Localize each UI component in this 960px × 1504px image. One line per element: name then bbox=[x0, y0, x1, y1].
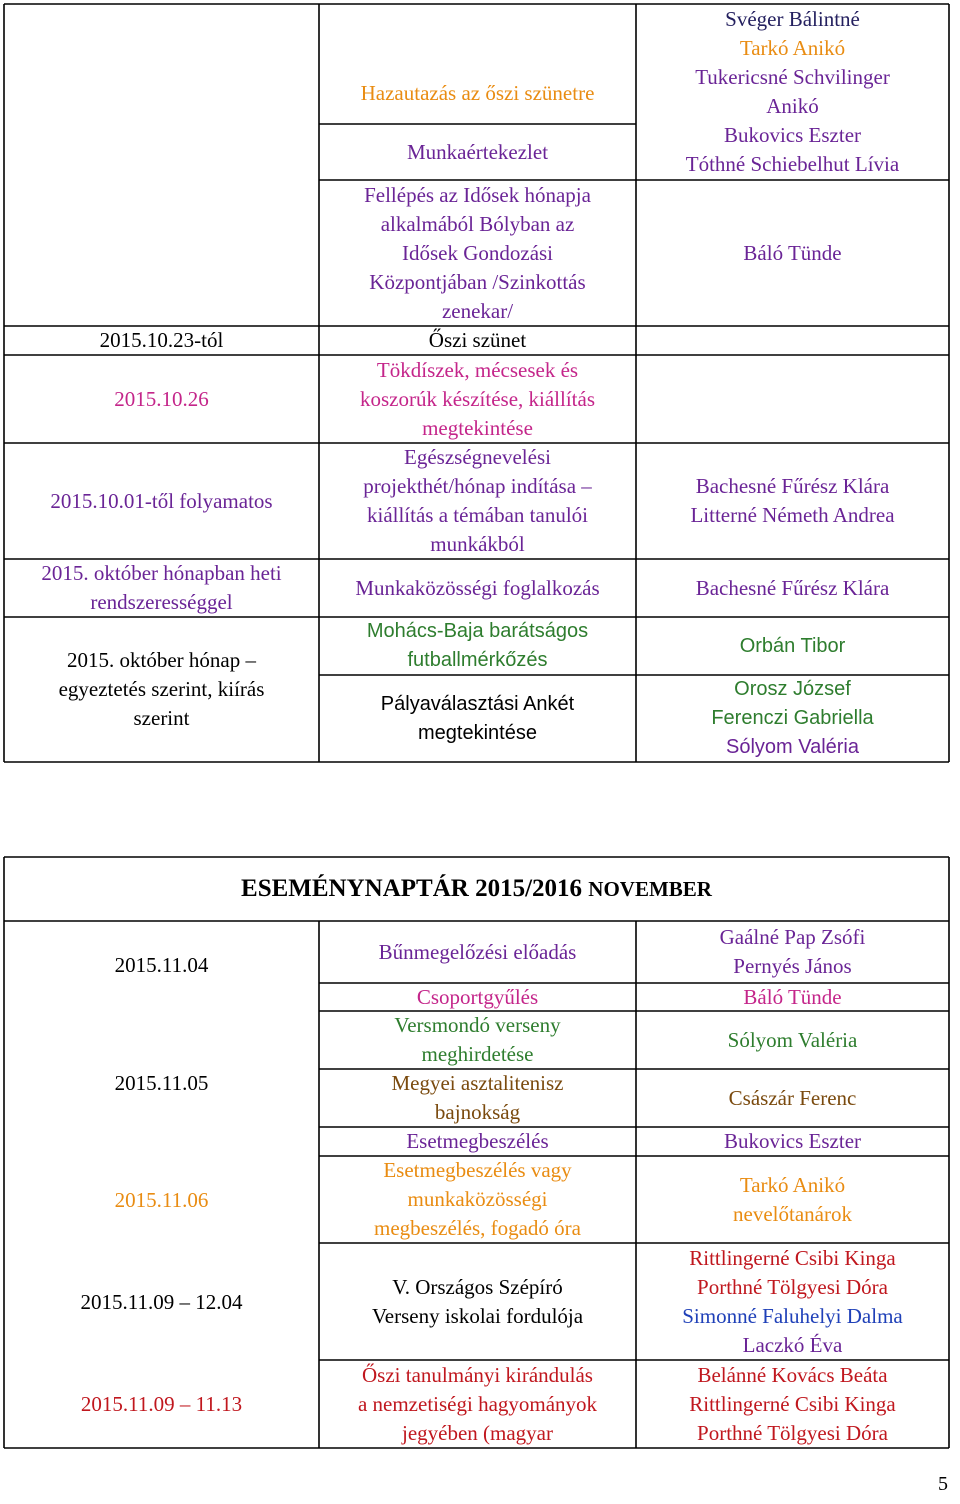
date-line: 2015.11.06 bbox=[114, 1187, 209, 1212]
person-cell bbox=[636, 1243, 949, 1360]
date-cell bbox=[4, 559, 319, 617]
person-line: Orosz József bbox=[734, 678, 851, 700]
date-line: 2015. október hónap – bbox=[67, 648, 256, 672]
person-cell bbox=[636, 1127, 949, 1156]
person-line: Porthné Tölgyesi Dóra bbox=[697, 1420, 888, 1445]
person-line: Sólyom Valéria bbox=[727, 1027, 858, 1052]
person-line: Orbán Tibor bbox=[739, 634, 846, 657]
table-title-month: NOVEMBER bbox=[588, 877, 712, 901]
event-line: Munkaközösségi foglalkozás bbox=[355, 575, 600, 600]
person-line: Pernyés János bbox=[733, 954, 852, 978]
event-cell bbox=[319, 443, 636, 559]
person-line: Anikó bbox=[766, 94, 819, 118]
event-line: Munkaértekezlet bbox=[406, 139, 549, 164]
event-line: jegyében (magyar bbox=[401, 1420, 553, 1445]
person-line: nevelőtanárok bbox=[733, 1201, 852, 1226]
event-cell bbox=[319, 1156, 636, 1243]
page-number: 5 bbox=[938, 1473, 948, 1495]
event-line: meghirdetése bbox=[421, 1042, 534, 1066]
event-cell bbox=[319, 1127, 636, 1156]
date-cell bbox=[4, 355, 319, 443]
event-line: koszorúk készítése, kiállítás bbox=[359, 386, 596, 411]
date-line: rendszerességgel bbox=[90, 590, 233, 614]
person-line: Báló Tünde bbox=[743, 240, 842, 265]
table-title-main: ESEMÉNYNAPTÁR 2015/2016 bbox=[241, 875, 583, 902]
event-line: alkalmából Bólyban az bbox=[380, 211, 575, 236]
event-line: V. Országos Szépíró bbox=[392, 1274, 563, 1299]
person-line: Tóthné Schiebelhut Lívia bbox=[685, 152, 900, 176]
event-cell bbox=[319, 355, 636, 443]
person-line: Bachesné Fűrész Klára bbox=[695, 575, 890, 600]
event-line: Egészségnevelési bbox=[404, 445, 551, 469]
date-cell bbox=[4, 1180, 319, 1220]
event-cell bbox=[319, 617, 636, 675]
person-cell bbox=[636, 4, 949, 180]
person-cell bbox=[636, 921, 949, 983]
date-cell bbox=[4, 617, 319, 762]
date-line: szerint bbox=[133, 706, 190, 730]
event-line: a nemzetiségi hagyományok bbox=[357, 1391, 598, 1416]
event-cell bbox=[319, 1011, 636, 1069]
event-line: Hazautazás az őszi szünetre bbox=[360, 80, 595, 105]
date-line: 2015.11.04 bbox=[114, 952, 209, 977]
person-line: Rittlingerné Csibi Kinga bbox=[689, 1245, 896, 1270]
person-cell bbox=[636, 1011, 949, 1069]
event-line: projekthét/hónap indítása – bbox=[363, 474, 592, 498]
person-line: Belánné Kovács Beáta bbox=[697, 1362, 888, 1387]
event-cell bbox=[319, 180, 636, 326]
person-cell bbox=[636, 443, 949, 559]
person-line: Simonné Faluhelyi Dalma bbox=[682, 1303, 903, 1328]
person-line: Svéger Bálintné bbox=[725, 7, 860, 31]
date-line: 2015.10.26 bbox=[114, 386, 209, 411]
event-line: Esetmegbeszélés vagy bbox=[383, 1158, 572, 1182]
event-line: munkákból bbox=[430, 532, 525, 556]
table-title-text bbox=[241, 874, 712, 904]
person-cell bbox=[636, 1156, 949, 1243]
person-line: Gaálné Pap Zsófi bbox=[719, 925, 866, 949]
date-line: 2015.11.05 bbox=[114, 1070, 209, 1095]
event-line: Központjában /Szinkottás bbox=[369, 269, 586, 294]
event-cell bbox=[319, 326, 636, 355]
event-cell bbox=[319, 124, 636, 180]
person-line: Rittlingerné Csibi Kinga bbox=[689, 1391, 896, 1416]
person-line: Bukovics Eszter bbox=[723, 123, 862, 147]
person-cell bbox=[636, 983, 949, 1011]
person-line: Bukovics Eszter bbox=[723, 1129, 862, 1153]
event-cell bbox=[319, 921, 636, 983]
event-line: Tökdíszek, mécsesek és bbox=[376, 357, 579, 382]
event-line: Verseny iskolai fordulója bbox=[371, 1303, 584, 1328]
event-line: megtekintése bbox=[422, 415, 533, 440]
person-line: Császár Ferenc bbox=[728, 1085, 857, 1110]
event-line: Esetmegbeszélés bbox=[406, 1129, 549, 1153]
event-line: zenekar/ bbox=[441, 298, 514, 323]
person-line: Sólyom Valéria bbox=[725, 736, 860, 758]
date-cell bbox=[4, 945, 319, 985]
person-cell bbox=[636, 1069, 949, 1127]
date-line: 2015.11.09 – 12.04 bbox=[80, 1289, 243, 1314]
person-cell bbox=[636, 180, 949, 326]
event-line: Őszi tanulmányi kirándulás bbox=[362, 1362, 593, 1387]
person-cell bbox=[636, 1360, 949, 1448]
event-line: Megyei asztalitenisz bbox=[391, 1071, 564, 1095]
person-line: Bachesné Fűrész Klára bbox=[695, 474, 890, 498]
event-line: Bűnmegelőzési előadás bbox=[378, 939, 577, 964]
date-cell bbox=[4, 326, 319, 355]
event-cell bbox=[319, 983, 636, 1011]
date-line: 2015. október hónapban heti bbox=[41, 561, 282, 585]
person-cell bbox=[636, 675, 949, 762]
date-cell bbox=[4, 1063, 319, 1103]
date-cell bbox=[4, 1282, 319, 1322]
event-line: megtekintése bbox=[418, 721, 537, 744]
event-line: Pályaválasztási Ankét bbox=[380, 692, 575, 715]
event-line: Idősek Gondozási bbox=[401, 240, 554, 265]
person-line: Litterné Németh Andrea bbox=[690, 503, 895, 527]
person-line: Porthné Tölgyesi Dóra bbox=[697, 1274, 888, 1299]
event-line: megbeszélés, fogadó óra bbox=[374, 1216, 581, 1240]
person-line: Tukericsné Schvilinger bbox=[695, 65, 890, 89]
event-cell bbox=[319, 1360, 636, 1448]
person-line: Laczkó Éva bbox=[742, 1332, 843, 1357]
person-line: Tarkó Anikó bbox=[739, 1172, 846, 1197]
event-cell bbox=[319, 675, 636, 762]
person-line: Ferenczi Gabriella bbox=[711, 707, 874, 729]
event-line: Őszi szünet bbox=[428, 328, 527, 352]
person-cell bbox=[636, 559, 949, 617]
event-line: bajnokság bbox=[434, 1100, 521, 1124]
date-line: 2015.10.01-től folyamatos bbox=[50, 488, 273, 513]
date-cell bbox=[4, 443, 319, 559]
event-line: kiállítás a témában tanulói bbox=[366, 503, 588, 527]
person-cell bbox=[636, 617, 949, 675]
date-cell bbox=[4, 1384, 319, 1424]
event-cell bbox=[319, 1243, 636, 1360]
event-cell bbox=[319, 62, 636, 124]
event-line: Versmondó verseny bbox=[394, 1013, 561, 1037]
table-title bbox=[4, 857, 949, 921]
date-line: 2015.11.09 – 11.13 bbox=[80, 1391, 243, 1416]
event-line: Fellépés az Idősek hónapja bbox=[364, 182, 591, 207]
event-line: munkaközösségi bbox=[407, 1187, 548, 1211]
event-line: Csoportgyűlés bbox=[416, 984, 539, 1009]
person-line: Báló Tünde bbox=[743, 984, 842, 1009]
date-line: egyeztetés szerint, kiírás bbox=[58, 677, 265, 701]
event-line: Mohács-Baja barátságos bbox=[366, 620, 589, 642]
event-line: futballmérkőzés bbox=[407, 649, 548, 671]
event-cell bbox=[319, 559, 636, 617]
person-line: Tarkó Anikó bbox=[739, 36, 846, 60]
event-cell bbox=[319, 1069, 636, 1127]
date-line: 2015.10.23-tól bbox=[99, 328, 224, 352]
